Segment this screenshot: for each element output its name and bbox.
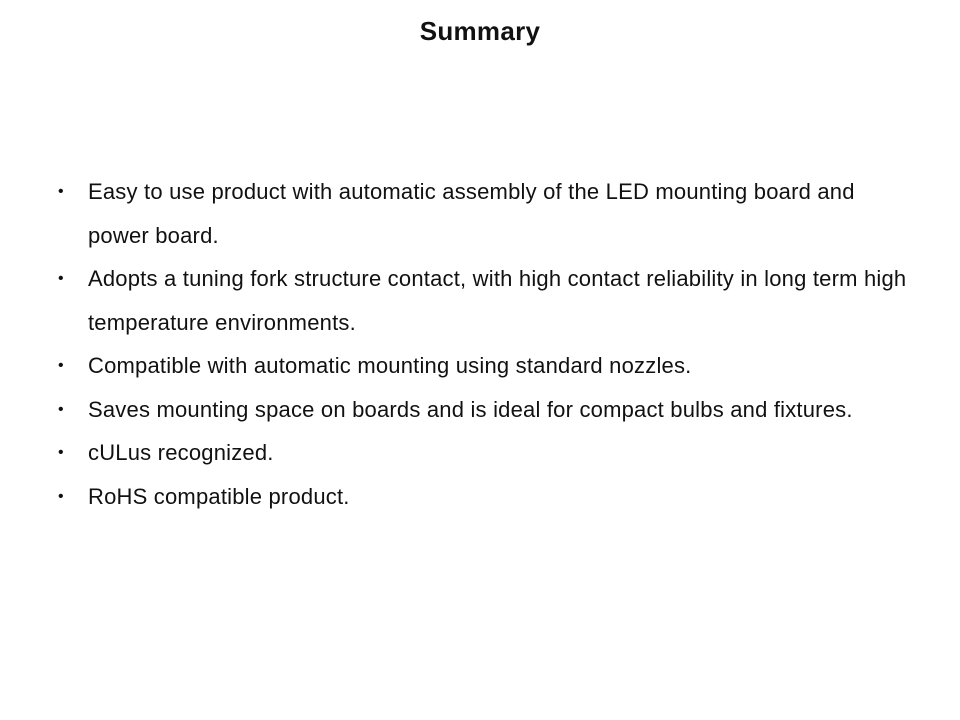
bullet-item	[56, 344, 916, 388]
bullet-dot-icon: •	[58, 357, 64, 374]
bullet-dot-icon: •	[58, 400, 64, 418]
slide-title: Summary	[419, 16, 541, 46]
bullet-text: RoHS compatible product.	[88, 483, 350, 509]
bullet-text: Easy to use product with automatic assembly of the LED mounting board and power board.	[88, 179, 855, 248]
bullet-text: Compatible with automatic mounting using standard nozzles.	[88, 353, 692, 378]
bullet-list	[56, 170, 916, 518]
bullet-dot-icon: •	[58, 183, 64, 200]
bullet-dot-icon: •	[58, 270, 64, 287]
bullet-item	[56, 475, 916, 519]
bullet-dot-icon: •	[58, 444, 64, 461]
bullet-text: Adopts a tuning fork structure contact, with high contact reliability in long term high temperature environments.	[88, 266, 907, 335]
bullet-dot-icon: •	[58, 487, 64, 505]
bullet-item	[56, 431, 916, 475]
bullet-item	[56, 170, 916, 257]
bullet-text: cULus recognized.	[88, 440, 274, 465]
bullet-item	[56, 388, 916, 432]
bullet-text: Saves mounting space on boards and is ideal for compact bulbs and fixtures.	[88, 396, 853, 422]
bullet-item	[56, 257, 916, 344]
